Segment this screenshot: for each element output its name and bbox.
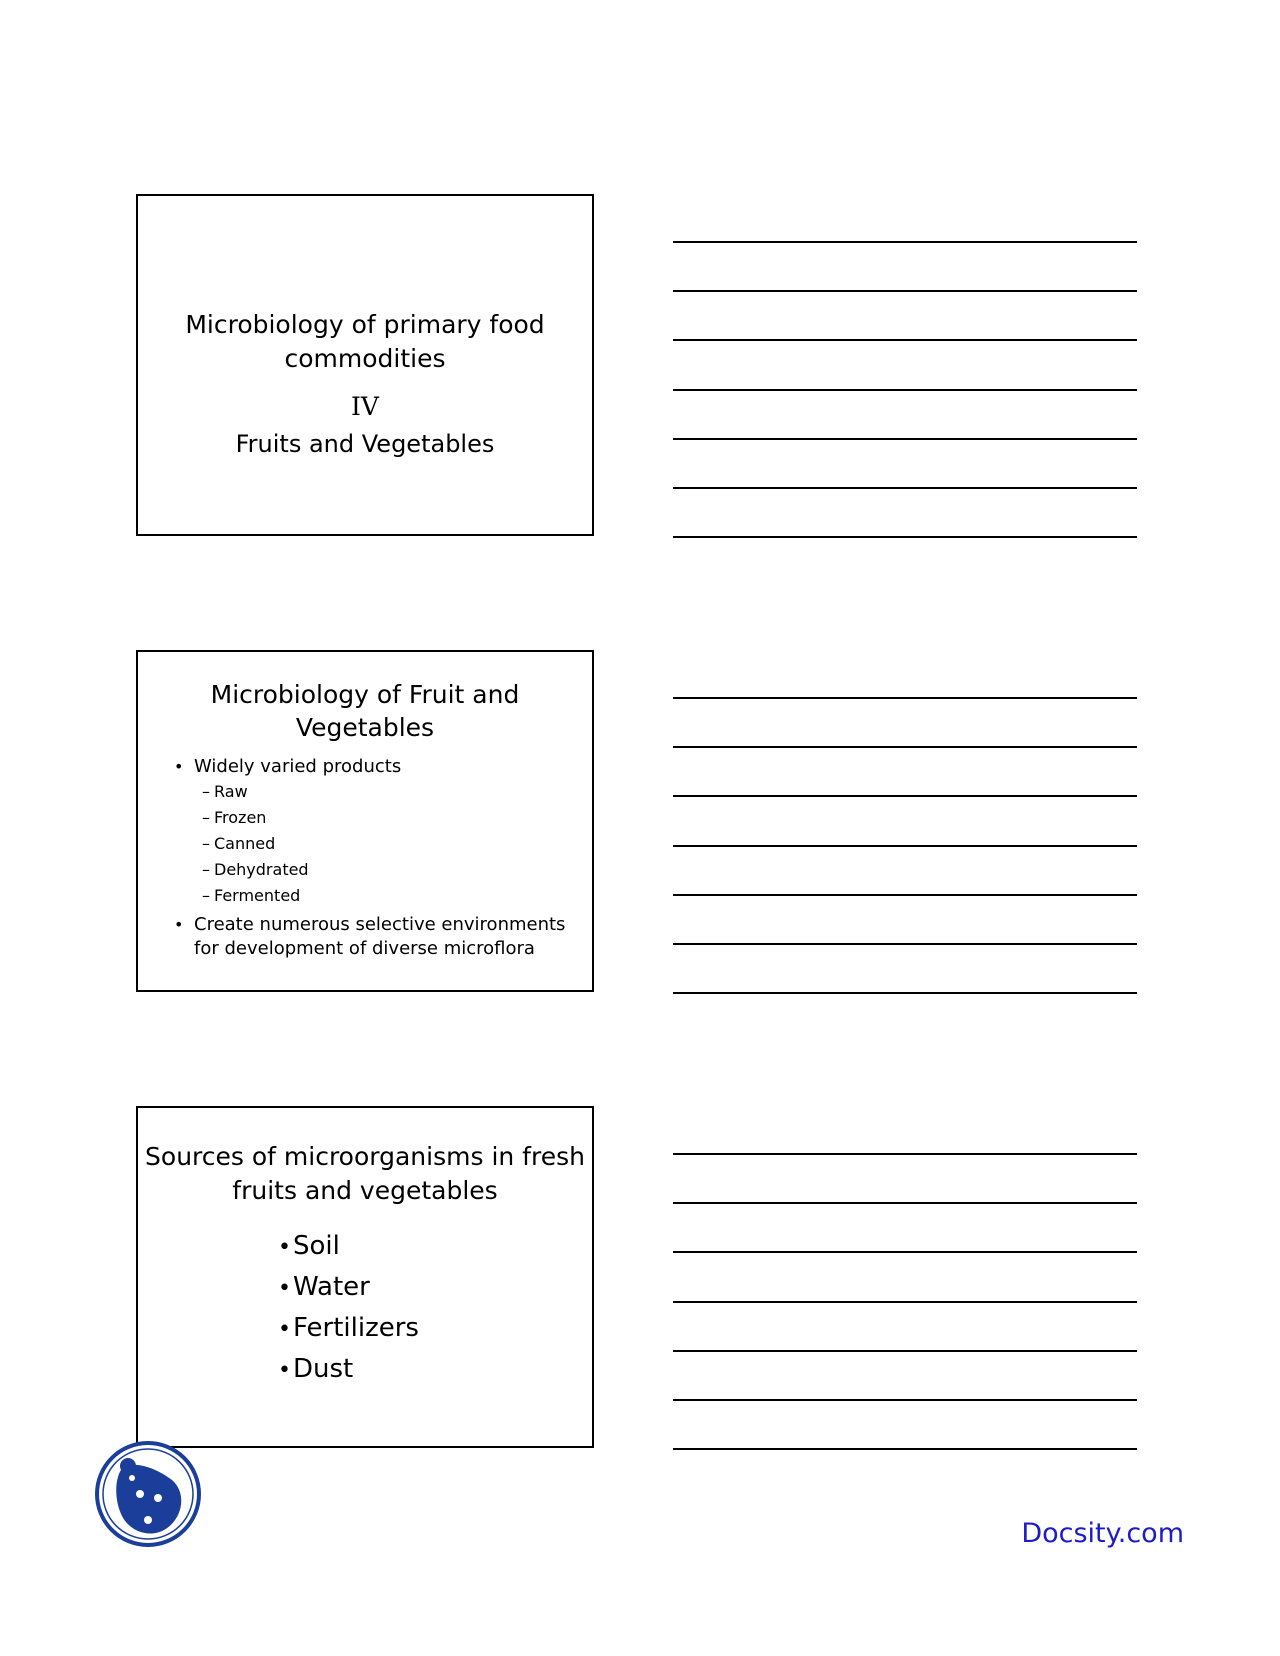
note-line xyxy=(673,241,1137,243)
sub-bullet-item xyxy=(202,805,582,831)
list-item xyxy=(278,1308,419,1349)
dash-icon: – xyxy=(202,886,210,905)
sub-bullet-text: Fermented xyxy=(214,886,301,905)
note-line xyxy=(673,943,1137,945)
note-line xyxy=(673,389,1137,391)
note-line xyxy=(673,1350,1137,1352)
note-line xyxy=(673,746,1137,748)
list-item-text: Soil xyxy=(292,1231,340,1261)
list-item-text: Fertilizers xyxy=(292,1313,419,1343)
dash-icon: – xyxy=(202,808,210,827)
slide-1-number: IV xyxy=(351,392,379,421)
sub-bullet-item xyxy=(202,831,582,857)
slide-1-subtitle: Fruits and Vegetables xyxy=(235,430,495,458)
bullet-text: Create numerous selective environments for development of diverse microflora xyxy=(194,914,566,959)
slide-3-title: Sources of microorganisms in fresh fruits and vegetables xyxy=(145,1142,585,1205)
note-line xyxy=(673,1399,1137,1401)
note-line xyxy=(673,894,1137,896)
bullet-icon: • xyxy=(278,1235,291,1260)
bullet-icon: • xyxy=(278,1276,291,1301)
sub-bullet-item xyxy=(202,779,582,805)
list-item xyxy=(278,1226,419,1267)
note-line xyxy=(673,1448,1137,1450)
dash-icon: – xyxy=(202,782,210,801)
note-line xyxy=(673,1301,1137,1303)
sub-bullet-text: Frozen xyxy=(214,808,267,827)
slide-1-title: Microbiology of primary food commodities xyxy=(185,310,545,373)
slide-1 xyxy=(136,194,594,536)
bullet-icon: • xyxy=(174,915,184,934)
note-line xyxy=(673,339,1137,341)
list-item xyxy=(278,1267,419,1308)
list-item-text: Dust xyxy=(292,1354,354,1384)
dash-icon: – xyxy=(202,834,210,853)
sub-bullet-text: Dehydrated xyxy=(214,860,309,879)
slide-2-title: Microbiology of Fruit and Vegetables xyxy=(210,680,520,742)
docsity-brand-text[interactable]: Docsity.com xyxy=(1021,1518,1184,1549)
note-line xyxy=(673,536,1137,538)
bullet-icon: • xyxy=(278,1317,291,1342)
sub-bullet-item xyxy=(202,857,582,883)
bullet-icon: • xyxy=(278,1358,291,1383)
bullet-item xyxy=(174,913,582,961)
bullet-item xyxy=(174,755,582,779)
list-item xyxy=(278,1349,419,1390)
ladybug-logo-icon xyxy=(94,1440,202,1548)
list-item-text: Water xyxy=(292,1272,370,1302)
note-line xyxy=(673,1202,1137,1204)
note-line xyxy=(673,697,1137,699)
note-line xyxy=(673,795,1137,797)
slide-2-body xyxy=(174,755,582,961)
bullet-text: Widely varied products xyxy=(194,756,402,777)
sub-bullet-text: Canned xyxy=(214,834,276,853)
dash-icon: – xyxy=(202,860,210,879)
note-line xyxy=(673,290,1137,292)
slide-3 xyxy=(136,1106,594,1448)
note-line xyxy=(673,845,1137,847)
note-line xyxy=(673,1153,1137,1155)
note-line xyxy=(673,1251,1137,1253)
sub-bullet-text: Raw xyxy=(214,782,248,801)
sub-bullet-item xyxy=(202,883,582,909)
bullet-icon: • xyxy=(174,757,184,776)
slide-2 xyxy=(136,650,594,992)
sources-list xyxy=(278,1226,419,1390)
note-line xyxy=(673,992,1137,994)
note-line xyxy=(673,487,1137,489)
note-line xyxy=(673,438,1137,440)
sub-bullet-list xyxy=(174,779,582,909)
